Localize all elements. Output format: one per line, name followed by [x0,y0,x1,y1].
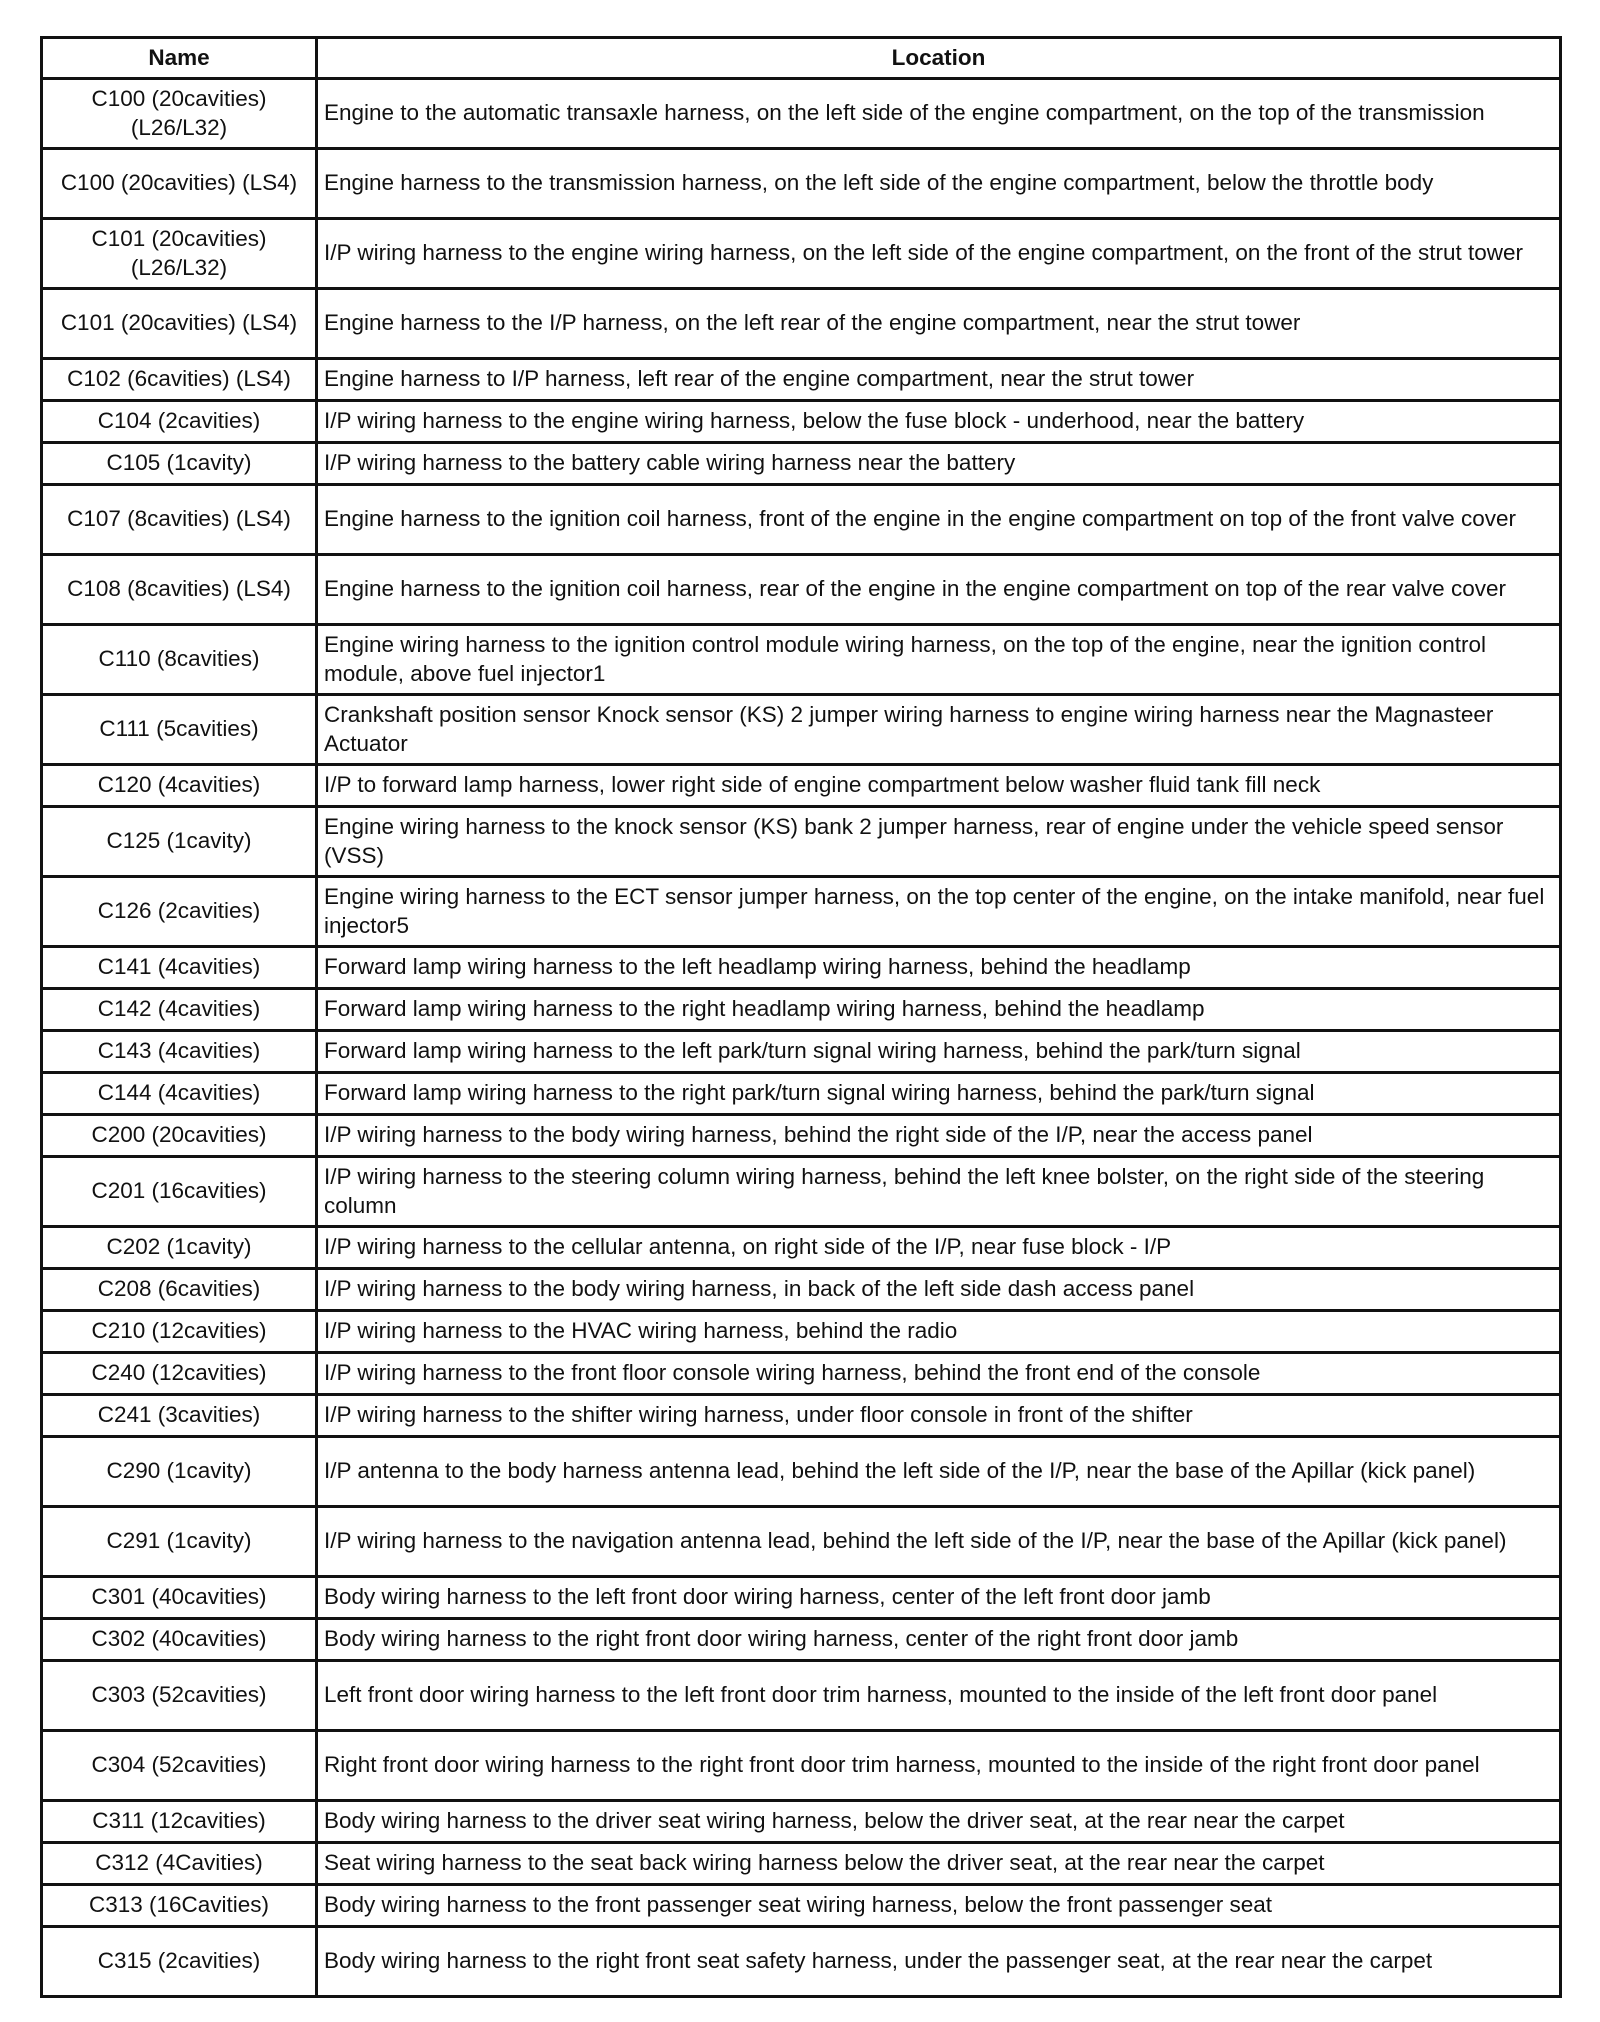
connector-location-document [40,36,1559,1998]
table-row [42,79,1561,149]
connector-name: C311 (12cavities) [42,1801,317,1843]
table-row [42,625,1561,695]
connector-location: I/P wiring harness to the steering column wiring harness, behind the left knee bolster, on the right side of the steering column [317,1157,1561,1227]
connector-name: C126 (2cavities) [42,877,317,947]
table-row [42,1437,1561,1507]
connector-location: I/P wiring harness to the engine wiring harness, below the fuse block - underhood, near the battery [317,401,1561,443]
connector-location: I/P wiring harness to the body wiring harness, in back of the left side dash access panel [317,1269,1561,1311]
table-row [42,1353,1561,1395]
table-row [42,1115,1561,1157]
connector-name: C201 (16cavities) [42,1157,317,1227]
table-row [42,555,1561,625]
connector-name: C110 (8cavities) [42,625,317,695]
table-row [42,219,1561,289]
connector-name: C141 (4cavities) [42,947,317,989]
connector-location: Engine harness to the I/P harness, on the left rear of the engine compartment, near the strut tower [317,289,1561,359]
connector-location: Crankshaft position sensor Knock sensor (KS) 2 jumper wiring harness to engine wiring harness near the Magnasteer Actuator [317,695,1561,765]
connector-location: I/P wiring harness to the navigation antenna lead, behind the left side of the I/P, near the base of the Apillar (kick panel) [317,1507,1561,1577]
connector-name: C313 (16Cavities) [42,1885,317,1927]
table-body [42,79,1561,1997]
connector-location: I/P wiring harness to the shifter wiring harness, under floor console in front of the shifter [317,1395,1561,1437]
connector-name: C125 (1cavity) [42,807,317,877]
connector-location: I/P antenna to the body harness antenna lead, behind the left side of the I/P, near the base of the Apillar (kick panel) [317,1437,1561,1507]
table-row [42,1507,1561,1577]
connector-location: Engine harness to the ignition coil harness, front of the engine in the engine compartment on top of the front valve cover [317,485,1561,555]
table-row [42,1577,1561,1619]
table-row [42,1731,1561,1801]
table-row [42,1661,1561,1731]
connector-name: C142 (4cavities) [42,989,317,1031]
connector-name: C120 (4cavities) [42,765,317,807]
connector-location: Engine harness to the transmission harness, on the left side of the engine compartment, below the throttle body [317,149,1561,219]
connector-name: C102 (6cavities) (LS4) [42,359,317,401]
connector-location: Left front door wiring harness to the left front door trim harness, mounted to the inside of the left front door panel [317,1661,1561,1731]
table-row [42,1031,1561,1073]
connector-name: C100 (20cavities) (L26/L32) [42,79,317,149]
connector-name: C200 (20cavities) [42,1115,317,1157]
table-row [42,1227,1561,1269]
connector-name: C144 (4cavities) [42,1073,317,1115]
connector-location: I/P wiring harness to the body wiring harness, behind the right side of the I/P, near the access panel [317,1115,1561,1157]
connector-name: C104 (2cavities) [42,401,317,443]
connector-location: I/P wiring harness to the front floor console wiring harness, behind the front end of the console [317,1353,1561,1395]
table-row [42,1269,1561,1311]
table-row [42,289,1561,359]
table-row [42,877,1561,947]
table-row [42,989,1561,1031]
connector-location: Engine harness to the ignition coil harness, rear of the engine in the engine compartment on top of the rear valve cover [317,555,1561,625]
connector-name: C208 (6cavities) [42,1269,317,1311]
table-row [42,947,1561,989]
connector-location: Forward lamp wiring harness to the left headlamp wiring harness, behind the headlamp [317,947,1561,989]
connector-location: Body wiring harness to the right front door wiring harness, center of the right front door jamb [317,1619,1561,1661]
table-header-row [42,38,1561,79]
connector-location: Body wiring harness to the driver seat wiring harness, below the driver seat, at the rear near the carpet [317,1801,1561,1843]
connector-location: Body wiring harness to the front passenger seat wiring harness, below the front passenger seat [317,1885,1561,1927]
connector-name: C241 (3cavities) [42,1395,317,1437]
name-column-header: Name [42,38,317,79]
table-row [42,485,1561,555]
table-row [42,359,1561,401]
location-column-header: Location [317,38,1561,79]
connector-location: I/P wiring harness to the cellular antenna, on right side of the I/P, near fuse block - I/P [317,1227,1561,1269]
connector-name: C312 (4Cavities) [42,1843,317,1885]
connector-location: Seat wiring harness to the seat back wiring harness below the driver seat, at the rear near the carpet [317,1843,1561,1885]
connector-location: I/P wiring harness to the HVAC wiring harness, behind the radio [317,1311,1561,1353]
connector-name: C105 (1cavity) [42,443,317,485]
connector-name: C101 (20cavities) (LS4) [42,289,317,359]
connector-location: I/P to forward lamp harness, lower right side of engine compartment below washer fluid tank fill neck [317,765,1561,807]
connector-name: C315 (2cavities) [42,1927,317,1997]
connector-name: C303 (52cavities) [42,1661,317,1731]
connector-name: C202 (1cavity) [42,1227,317,1269]
connector-location: I/P wiring harness to the engine wiring harness, on the left side of the engine compartment, on the front of the strut tower [317,219,1561,289]
table-row [42,401,1561,443]
connector-location: Forward lamp wiring harness to the right park/turn signal wiring harness, behind the park/turn signal [317,1073,1561,1115]
table-row [42,765,1561,807]
connector-location: Engine harness to I/P harness, left rear of the engine compartment, near the strut tower [317,359,1561,401]
connector-name: C108 (8cavities) (LS4) [42,555,317,625]
connector-location: Right front door wiring harness to the right front door trim harness, mounted to the inside of the right front door panel [317,1731,1561,1801]
connector-location: Engine wiring harness to the ignition control module wiring harness, on the top of the engine, near the ignition control module, above fuel injector1 [317,625,1561,695]
connector-location: I/P wiring harness to the battery cable wiring harness near the battery [317,443,1561,485]
connector-name: C291 (1cavity) [42,1507,317,1577]
connector-location: Body wiring harness to the left front door wiring harness, center of the left front door jamb [317,1577,1561,1619]
table-row [42,1311,1561,1353]
connector-location: Engine wiring harness to the knock sensor (KS) bank 2 jumper harness, rear of engine under the vehicle speed sensor (VSS) [317,807,1561,877]
table-row [42,1927,1561,1997]
connector-name: C111 (5cavities) [42,695,317,765]
connector-location: Body wiring harness to the right front seat safety harness, under the passenger seat, at the rear near the carpet [317,1927,1561,1997]
connector-name: C304 (52cavities) [42,1731,317,1801]
connector-table [40,36,1562,1998]
table-row [42,1801,1561,1843]
table-row [42,695,1561,765]
connector-name: C143 (4cavities) [42,1031,317,1073]
connector-name: C210 (12cavities) [42,1311,317,1353]
connector-location: Engine wiring harness to the ECT sensor jumper harness, on the top center of the engine, on the intake manifold, near fuel injector5 [317,877,1561,947]
table-row [42,149,1561,219]
table-row [42,1885,1561,1927]
connector-name: C100 (20cavities) (LS4) [42,149,317,219]
connector-name: C101 (20cavities) (L26/L32) [42,219,317,289]
connector-location: Forward lamp wiring harness to the left park/turn signal wiring harness, behind the park/turn signal [317,1031,1561,1073]
table-row [42,1157,1561,1227]
connector-name: C290 (1cavity) [42,1437,317,1507]
table-row [42,1843,1561,1885]
connector-name: C302 (40cavities) [42,1619,317,1661]
connector-name: C301 (40cavities) [42,1577,317,1619]
connector-name: C107 (8cavities) (LS4) [42,485,317,555]
table-row [42,1073,1561,1115]
table-row [42,443,1561,485]
connector-name: C240 (12cavities) [42,1353,317,1395]
table-row [42,1619,1561,1661]
table-row [42,1395,1561,1437]
connector-location: Engine to the automatic transaxle harness, on the left side of the engine compartment, on the top of the transmission [317,79,1561,149]
table-row [42,807,1561,877]
connector-location: Forward lamp wiring harness to the right headlamp wiring harness, behind the headlamp [317,989,1561,1031]
